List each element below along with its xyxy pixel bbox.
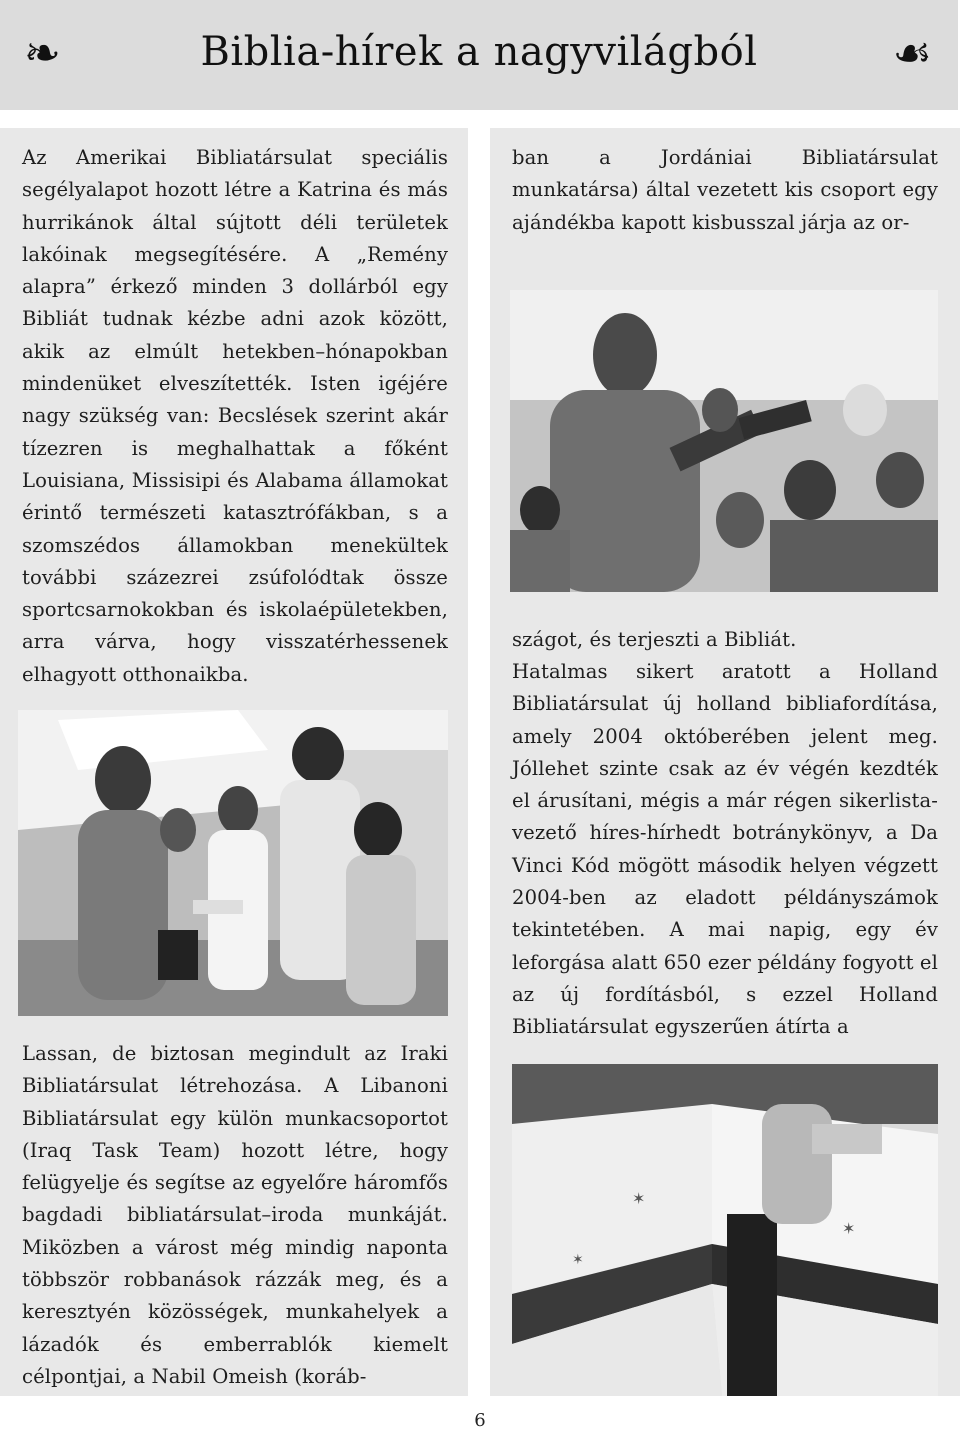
svg-text:✶: ✶ <box>842 1219 856 1238</box>
ornament-right-icon: ☙ <box>892 28 932 79</box>
photo-bible-distribution-tent <box>18 710 448 1016</box>
photo-man-handing-bibles <box>510 290 938 592</box>
page-number: 6 <box>474 1410 486 1431</box>
photo-stacked-bibles <box>512 1064 938 1396</box>
page-title: Biblia-hírek a nagyvilágból <box>200 29 758 75</box>
right-column <box>490 128 958 1396</box>
article-jordan-continued: ban a Jordániai Bibliatársulat munkatársa) által vezetett kis csoport egy ajándékba kapott kisbusszal járja az or- <box>512 146 938 234</box>
ornament-left-icon: ❧ <box>24 28 61 79</box>
page-header <box>0 0 960 110</box>
left-column <box>0 128 468 1396</box>
article-dutch-bible: Hatalmas sikert aratott a Holland Bibliatársulat új holland bibliafordítása, amely 2004 októberében jelent meg. Jóllehet szinte csak az év végén kezdték el árusítani, mégis a már régen sikerlista-vezető híres-hírhedt botránykönyv, a Da Vinci Kód mögött második helyen végzett 2004-ben az eladott példányszámok tekintetében. A mai napig, egy év leforgása alatt 650 ezer példány fogyott el az új fordításból, s ezzel Holland Bibliatársulat egyszerűen átírta a <box>512 660 938 1039</box>
article-iraq: Lassan, de biztosan megindult az Iraki Bibliatársulat létrehozása. A Libanoni Bibliatársulat egy külön munkacsoportot (Iraq Task Team) hozott létre, hogy felügyelje és segítse az egyelőre háromfős bagdadi bibliatársulat–iroda munkáját. Miközben a várost még mindig naponta többször robbanások rázzák meg, és a keresztyén közösségek, munkahelyek a lázadók és emberrablók kiemelt célpontjai, a Nabil Omeish (koráb- <box>22 1042 448 1388</box>
svg-text:✶: ✶ <box>632 1189 646 1208</box>
article-jordan-end: szágot, és terjeszti a Bibliát. <box>512 628 797 651</box>
article-katrina: Az Amerikai Bibliatársulat speciális segélyalapot hozott létre a Katrina és más hurrikánok által sújtott déli területek lakóinak megsegítésére. A „Remény alapra” érkező minden 3 dollárból egy Bibliát tudnak kézbe adni azok között, akik az elmúlt hetekben–hónapokban mindenüket elveszítették. Isten igéjére nagy szükség van: Becslések szerint akár tízezren is meghalhattak a főként Louisiana, Missisipi és Alabama államokat érintő természeti katasztrófákban, s a szomszédos államokban menekültek további százezrei zsúfolódtak össze sportcsarnokokban és iskolaépületekben, arra várva, hogy visszatérhessenek elhagyott otthonaikba. <box>22 146 448 686</box>
svg-text:✶: ✶ <box>572 1252 584 1268</box>
